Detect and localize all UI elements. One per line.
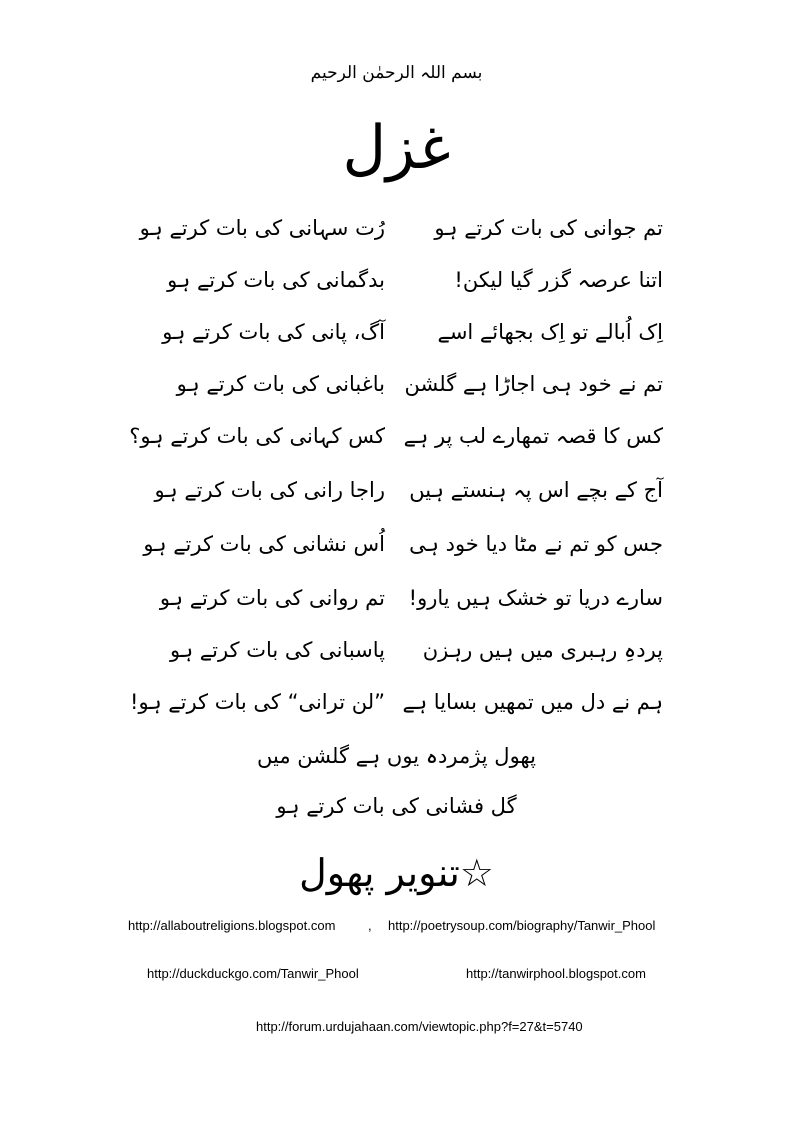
couplet-second-line: باغبانی کی بات کرتے ہو xyxy=(176,372,385,396)
couplet xyxy=(0,470,793,510)
couplet-first-line: تم نے خود ہی اجاڑا ہے گلشن xyxy=(404,372,663,396)
couplet-second-line: ”لن ترانی“ کی بات کرتے ہو! xyxy=(130,690,385,714)
poet-signature: ☆تنویر پھول xyxy=(299,851,494,895)
couplet-first-line: جس کو تم نے مٹا دیا خود ہی xyxy=(409,532,663,556)
link-urdujahaan-forum[interactable]: http://forum.urdujahaan.com/viewtopic.php?f=27&t=5740 xyxy=(256,1019,583,1034)
couplet-second-line: پاسبانی کی بات کرتے ہو xyxy=(169,638,385,662)
couplet xyxy=(0,364,793,404)
couplet xyxy=(0,416,793,456)
closing-line-1: پھول پژمردہ یوں ہے گلشن میں xyxy=(257,744,536,768)
poem-title: غزل xyxy=(342,113,451,183)
couplet xyxy=(0,630,793,670)
couplet-first-line: کس کا قصہ تمھارے لب پر ہے xyxy=(403,424,663,448)
link-duckduckgo[interactable]: http://duckduckgo.com/Tanwir_Phool xyxy=(147,966,359,981)
couplet xyxy=(0,682,793,722)
couplet-first-line: آج کے بچے اس پہ ہنستے ہیں xyxy=(409,478,663,502)
link-separator: , xyxy=(368,918,372,933)
couplet-second-line: رُت سہانی کی بات کرتے ہو xyxy=(139,216,385,240)
couplet-second-line: تم روانی کی بات کرتے ہو xyxy=(159,586,385,610)
couplet-second-line: بدگمانی کی بات کرتے ہو xyxy=(167,268,385,292)
couplet xyxy=(0,208,793,248)
couplet-second-line: آگ، پانی کی بات کرتے ہو xyxy=(162,320,385,344)
couplet xyxy=(0,312,793,352)
couplet xyxy=(0,260,793,300)
couplet-second-line: کس کہانی کی بات کرتے ہو؟ xyxy=(129,424,385,448)
link-poetrysoup[interactable]: http://poetrysoup.com/biography/Tanwir_Phool xyxy=(388,918,656,933)
couplet-first-line: اِک اُبالے تو اِک بجھائے اسے xyxy=(437,320,663,344)
link-tanwirphool-blog[interactable]: http://tanwirphool.blogspot.com xyxy=(466,966,646,981)
couplet-first-line: سارے دریا تو خشک ہیں یارو! xyxy=(408,586,663,610)
couplet xyxy=(0,578,793,618)
bismillah: بسم اللہ الرحمٰن الرحیم xyxy=(310,63,483,83)
couplet-second-line: راجا رانی کی بات کرتے ہو xyxy=(154,478,385,502)
link-allaboutreligions[interactable]: http://allaboutreligions.blogspot.com xyxy=(128,918,336,933)
couplet-first-line: تم جوانی کی بات کرتے ہو xyxy=(434,216,663,240)
couplet-first-line: اتنا عرصہ گزر گیا لیکن! xyxy=(454,268,663,292)
couplet-first-line: ہم نے دل میں تمھیں بسایا ہے xyxy=(402,690,663,714)
closing-line-2: گل فشانی کی بات کرتے ہو xyxy=(276,794,517,818)
couplet-second-line: اُس نشانی کی بات کرتے ہو xyxy=(143,532,385,556)
couplet xyxy=(0,524,793,564)
couplet-first-line: پردہِ رہبری میں ہیں رہزن xyxy=(422,638,663,662)
